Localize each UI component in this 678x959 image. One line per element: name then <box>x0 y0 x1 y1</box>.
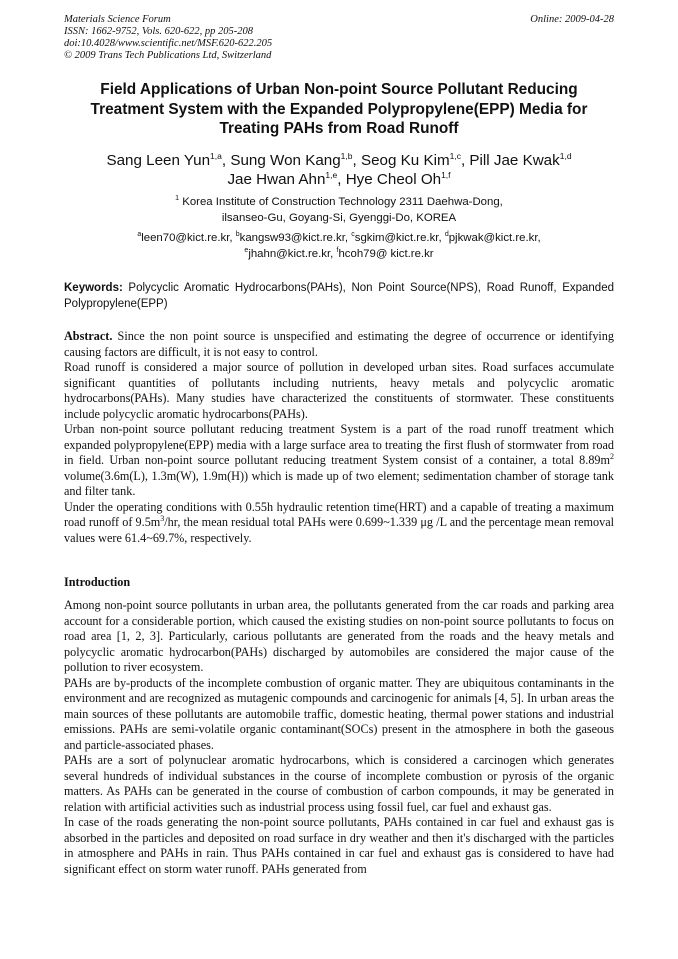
author: Hye Cheol Oh$^{1,f}$ <box>345 170 451 188</box>
online-date: Online: 2009-04-28 <box>530 14 614 25</box>
affiliation: $^1$ Korea Institute of Construction Technology 2311 Daehwa-Dong, ilsanseo-Gu, Goyang-Si, Gyenggi-Do, KOREA <box>175 195 503 224</box>
email: $^a$leen70@kict.re.kr, <box>137 231 236 244</box>
introduction-paragraph: In case of the roads generating the non-point source pollutants, PAHs contained in car fuel and exhaust gas is absorbed in the particles and deposited on road surface in dry weather and then it's discharged with the particles in atmosphere and PAHs in rain. Thus PAHs contained in car fuel and exhaust gas is considered to have had significant effect on storm water runoff. PAHs generated from <box>64 815 614 876</box>
doi-line: doi:10.4028/www.scientific.net/MSF.620-622.205 <box>64 38 273 49</box>
copyright-line: © 2009 Trans Tech Publications Ltd, Switzerland <box>64 50 272 61</box>
journal-name: Materials Science Forum <box>64 14 171 25</box>
email: $^f$hcoh79@ kict.re.kr <box>336 247 434 260</box>
introduction-paragraph: PAHs are by-products of the incomplete combustion of organic matter. They are ubiquitous contaminants in the environment and are recognized as mutagenic compounds and carcinogenic for animals [4, 5]. In urban areas the main sources of these pollutants are automobile traffic, domestic heating, thermal power stations and industrial emissions. PAHs are semi-volatile organic contaminant(SOCs) present in the atmosphere in both the gaseous and particle-associated phases. <box>64 675 614 752</box>
author: Sung Won Kang$^{1,b}$, <box>230 151 361 169</box>
email: $^e$jhahn@kict.re.kr, <box>244 247 337 260</box>
keywords <box>64 281 614 312</box>
keywords-text: Polycyclic Aromatic Hydrocarbons(PAHs), Non Point Source(NPS), Road Runoff, Expanded Polypropylene(EPP) <box>64 282 614 310</box>
author-list <box>60 151 618 189</box>
author: Seog Ku Kim$^{1,c}$, <box>360 151 470 169</box>
abstract-paragraph: Urban non-point source pollutant reducing treatment System is a part of the road runoff treatment which expanded polypropylene(EPP) media with a large surface area to treating the first flush of stormwater from road in field. Urban non-point source pollutant reducing treatment System consist of a container, a total $8.89m^2$ volume(3.6m(L), 1.3m(W), 1.9m(H)) which is made up of two element; sedimentation chamber of storage tank and filter tank. <box>64 422 614 498</box>
author: Pill Jae Kwak$^{1,d}$ <box>469 151 572 169</box>
introduction-body <box>64 598 614 877</box>
email: $^b$kangsw93@kict.re.kr, <box>235 231 352 244</box>
email: $^d$pjkwak@kict.re.kr, <box>444 231 541 244</box>
email: $^c$sgkim@kict.re.kr, <box>351 231 445 244</box>
keywords-label: Keywords: <box>64 282 123 294</box>
author: Sang Leen Yun$^{1,a}$, <box>106 151 231 169</box>
abstract-paragraph: Abstract. Since the non point source is unspecified and estimating the degree of occurrence or identifying causing factors are difficult, it is not easy to control. <box>64 329 614 359</box>
abstract-label: Abstract. <box>64 329 113 343</box>
journal-header <box>64 14 272 62</box>
section-heading-introduction: Introduction <box>64 575 131 589</box>
abstract-paragraph: Road runoff is considered a major source of pollution in developed urban sites. Road surfaces accumulate significant quantities of pollutants including nutrients, heavy metals and polycyclic aromatic hydrocarbons(PAHs). Many studies have characterized the constituents of stormwater. These constituents include polycyclic aromatic hydrocarbons(PAHs). <box>64 360 614 421</box>
introduction-paragraph: Among non-point source pollutants in urban area, the pollutants generated from the car roads and parking area account for a considerable portion, which caused the existing studies on non-point source pollutants to focus on road area [1, 2, 3]. Particularly, carious pollutants are generated from the roads and the heavy metals and polycyclic aromatic hydrocarbon(PAHs) discharged by automobiles are considered the major cause of the pollution to river ecosystem. <box>64 598 614 674</box>
paper-title: Field Applications of Urban Non-point Source Pollutant Reducing Treatment System with the Expanded Polypropylene(EPP) Media for Treating PAHs from Road Runoff <box>90 81 588 137</box>
email-list <box>60 230 618 262</box>
abstract-paragraph: Under the operating conditions with 0.55h hydraulic retention time(HRT) and a capable of treating a maximum road runoff of $9.5m^3/hr$, the mean residual total PAHs were 0.699~1.339 μg /L and the percentage mean removal values were 61.4~69.7%, respectively. <box>64 499 615 545</box>
introduction-paragraph: PAHs are a sort of polynuclear aromatic hydrocarbons, which is considered a carcinogen which generates several hundreds of individual substances in the course of incomplete combustion or pyrosis of the organic matters. As PAHs can be generated in the course of combustion of carbon compounds, it may be generated in relation with artificial activities such as industrial process using fossil fuel, car fuel and exhaust gas. <box>64 753 614 814</box>
author: Jae Hwan Ahn$^{1,e}$, <box>227 170 346 188</box>
abstract <box>64 329 614 546</box>
issn-line: ISSN: 1662-9752, Vols. 620-622, pp 205-208 <box>64 26 253 37</box>
